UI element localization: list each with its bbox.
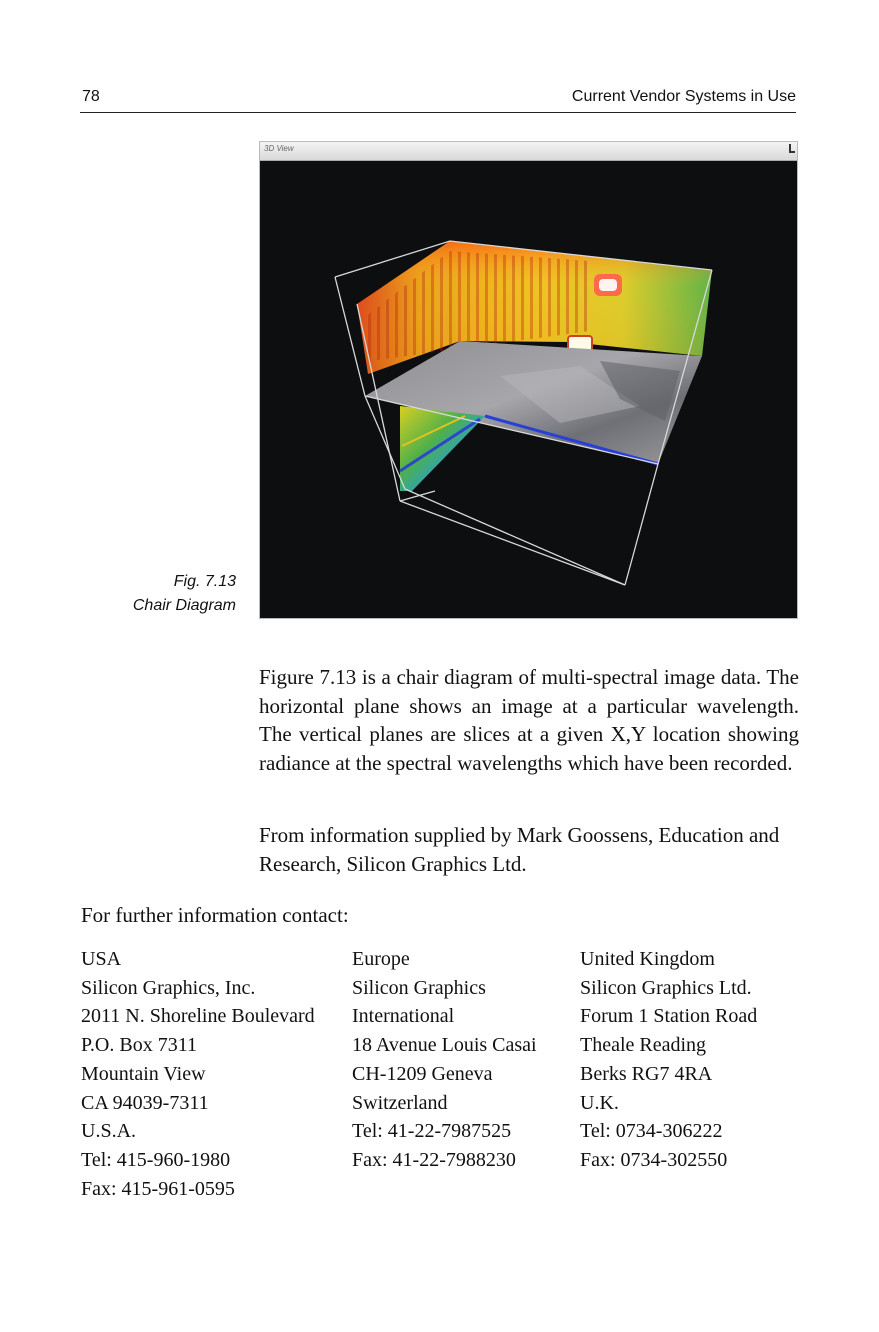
contact-heading: For further information contact: bbox=[81, 903, 349, 927]
address-line: P.O. Box 7311 bbox=[81, 1034, 197, 1057]
address-line: Berks RG7 4RA bbox=[580, 1062, 713, 1085]
address-line: Silicon Graphics, Inc. bbox=[81, 976, 256, 999]
window-titlebar bbox=[260, 142, 797, 161]
address-line: 2011 N. Shoreline Boulevard bbox=[81, 1005, 315, 1028]
window-title: 3D View bbox=[264, 144, 294, 153]
address-line: Tel: 0734-306222 bbox=[580, 1120, 723, 1143]
chair-diagram-render bbox=[260, 161, 797, 618]
address-line: Switzerland bbox=[352, 1091, 448, 1114]
contact-uk bbox=[580, 945, 757, 1175]
description-paragraph: Figure 7.13 is a chair diagram of multi-spectral image data. The horizontal plane shows an image at a particular wavelength. The vertical planes are slices at a given X,Y location showing radiance at the spectral wavelengths which have been recorded. bbox=[259, 665, 799, 775]
address-line: CA 94039-7311 bbox=[81, 1091, 209, 1114]
address-line: Silicon Graphics Ltd. bbox=[580, 976, 752, 999]
window-corner-icon bbox=[789, 144, 795, 153]
figure-caption bbox=[80, 570, 236, 618]
address-line: Europe bbox=[352, 948, 410, 970]
address-line: U.K. bbox=[580, 1091, 619, 1114]
address-line: United Kingdom bbox=[580, 948, 715, 970]
credit-paragraph: From information supplied by Mark Goossens, Education and Research, Silicon Graphics Ltd. bbox=[259, 823, 780, 876]
page-header bbox=[80, 86, 796, 113]
contact-europe bbox=[352, 945, 537, 1175]
address-line: Mountain View bbox=[81, 1062, 206, 1085]
running-title: Current Vendor Systems in Use bbox=[571, 88, 796, 105]
address-line: Tel: 415-960-1980 bbox=[81, 1148, 231, 1171]
address-line: International bbox=[352, 1005, 455, 1028]
contact-usa bbox=[81, 945, 315, 1203]
address-line: USA bbox=[81, 948, 122, 970]
address-line: Silicon Graphics bbox=[352, 976, 486, 999]
address-line: Fax: 41-22-7988230 bbox=[352, 1148, 516, 1171]
chair-diagram-graphic bbox=[260, 161, 799, 620]
address-line: Fax: 0734-302550 bbox=[580, 1148, 728, 1171]
address-line: Tel: 41-22-7987525 bbox=[352, 1120, 512, 1143]
address-line: 18 Avenue Louis Casai bbox=[352, 1034, 537, 1057]
figure-title: Chair Diagram bbox=[132, 597, 236, 614]
address-line: U.S.A. bbox=[81, 1120, 137, 1143]
address-line: Theale Reading bbox=[580, 1034, 707, 1057]
address-line: CH-1209 Geneva bbox=[352, 1062, 493, 1085]
page-number: 78 bbox=[82, 88, 100, 105]
figure-window bbox=[259, 141, 798, 619]
figure-label: Fig. 7.13 bbox=[173, 573, 236, 590]
address-line: Fax: 415-961-0595 bbox=[81, 1177, 235, 1200]
address-line: Forum 1 Station Road bbox=[580, 1005, 758, 1028]
